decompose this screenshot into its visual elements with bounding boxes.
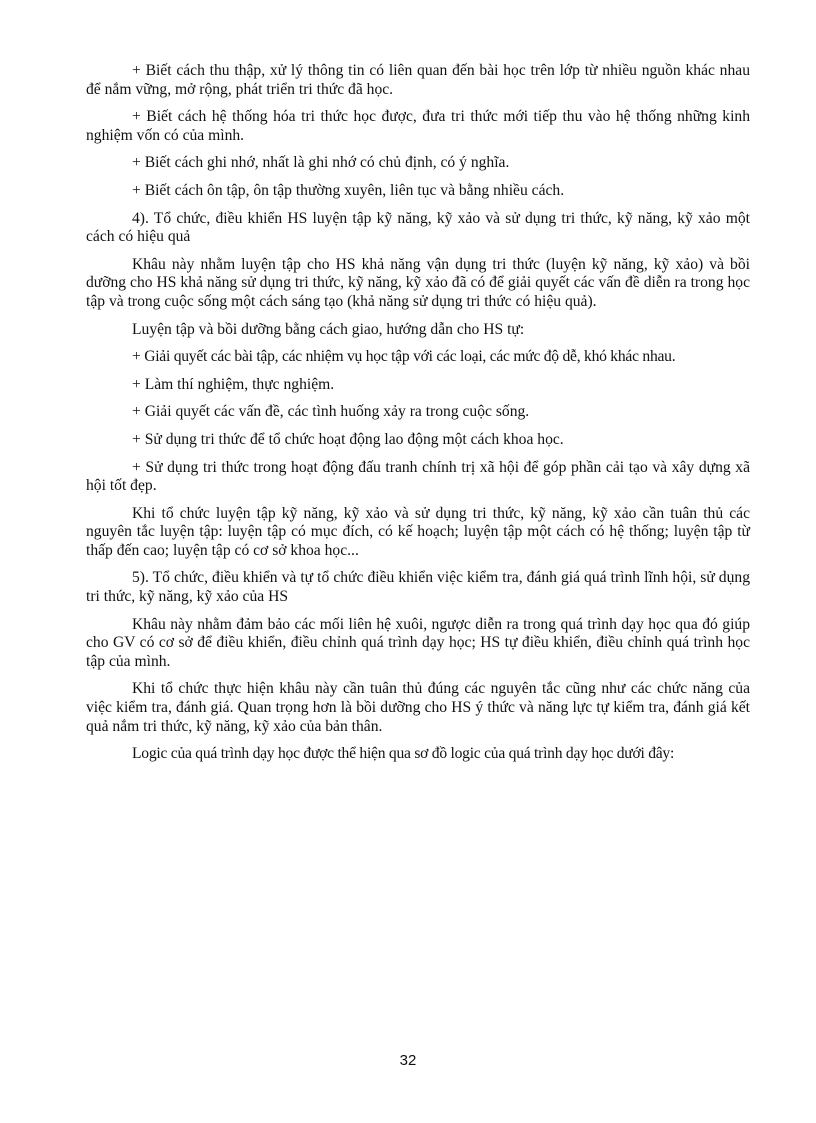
paragraph-step-5-principles: Khi tổ chức thực hiện khâu này cần tuân thủ đúng các nguyên tắc cũng như các chức năng của việc kiểm tra, đánh giá. Quan trọng hơn là bồi dưỡng cho HS ý thức và năng lực tự kiểm tra, đánh giá kết quả nắm tri thức, kỹ năng, kỹ xảo của bản thân. [86, 680, 750, 735]
paragraph-bullet-collect-info: + Biết cách thu thập, xử lý thông tin có liên quan đến bài học trên lớp từ nhiều nguồn khác nhau để nắm vững, mở rộng, phát triển tri thức đã học. [86, 62, 750, 98]
paragraph-step-5-purpose: Khâu này nhằm đảm bảo các mối liên hệ xuôi, ngược diễn ra trong quá trình dạy học qua đó giúp cho GV có cơ sở để điều khiển, điều chỉnh quá trình dạy học; HS tự điều khiển, điều chỉnh quá trình học tập của mình. [86, 615, 750, 670]
paragraph-logic-intro: Logic của quá trình dạy học được thể hiện qua sơ đồ logic của quá trình dạy học dưới đây: [132, 745, 675, 763]
paragraph-bullet-memorize: + Biết cách ghi nhớ, nhất là ghi nhớ có chủ định, có ý nghĩa. [132, 154, 510, 172]
paragraph-bullet-systematize: + Biết cách hệ thống hóa tri thức học được, đưa tri thức mới tiếp thu vào hệ thống những kinh nghiệm vốn có của mình. [86, 108, 750, 144]
paragraph-bullet-labor: + Sử dụng tri thức để tổ chức hoạt động lao động một cách khoa học. [132, 430, 564, 448]
paragraph-training-principles: Khi tổ chức luyện tập kỹ năng, kỹ xảo và sử dụng tri thức, kỹ năng, kỹ xảo cần tuân thủ các nguyên tắc luyện tập: luyện tập có mục đích, có kế hoạch; luyện tập một cách có hệ thống; luyện tập từ thấp đến cao; luyện tập có cơ sở khoa học... [86, 504, 750, 559]
heading-step-4: 4). Tổ chức, điều khiển HS luyện tập kỹ năng, kỹ xảo và sử dụng tri thức, kỹ năng, kỹ xảo một cách có hiệu quả [86, 209, 750, 246]
paragraph-bullet-experiments: + Làm thí nghiệm, thực nghiệm. [132, 375, 335, 393]
page-body [86, 62, 750, 773]
page-number: 32 [399, 1052, 417, 1069]
paragraph-bullet-review: + Biết cách ôn tập, ôn tập thường xuyên, liên tục và bằng nhiều cách. [132, 181, 565, 199]
paragraph-training-intro: Luyện tập và bồi dưỡng bằng cách giao, hướng dẫn cho HS tự: [132, 320, 525, 338]
paragraph-bullet-solve-problems: + Giải quyết các vấn đề, các tình huống xảy ra trong cuộc sống. [132, 403, 530, 421]
paragraph-bullet-political: + Sử dụng tri thức trong hoạt động đấu tranh chính trị xã hội để góp phần cải tạo và xây dựng xã hội tốt đẹp. [86, 458, 750, 495]
heading-step-5: 5). Tổ chức, điều khiển và tự tổ chức điều khiển việc kiểm tra, đánh giá quá trình lĩnh hội, sử dụng tri thức, kỹ năng, kỹ xảo của HS [86, 569, 750, 606]
paragraph-bullet-exercises: + Giải quyết các bài tập, các nhiệm vụ học tập với các loại, các mức độ dễ, khó khác nhau. [132, 348, 676, 366]
paragraph-step-4-purpose: Khâu này nhằm luyện tập cho HS khả năng vận dụng tri thức (luyện kỹ năng, kỹ xảo) và bồi dưỡng cho HS khả năng sử dụng tri thức, kỹ năng, kỹ xảo đã có để giải quyết các vấn đề diễn ra trong học tập và trong cuộc sống một cách sáng tạo (khả năng sử dụng tri thức có hiệu quả). [86, 255, 750, 310]
